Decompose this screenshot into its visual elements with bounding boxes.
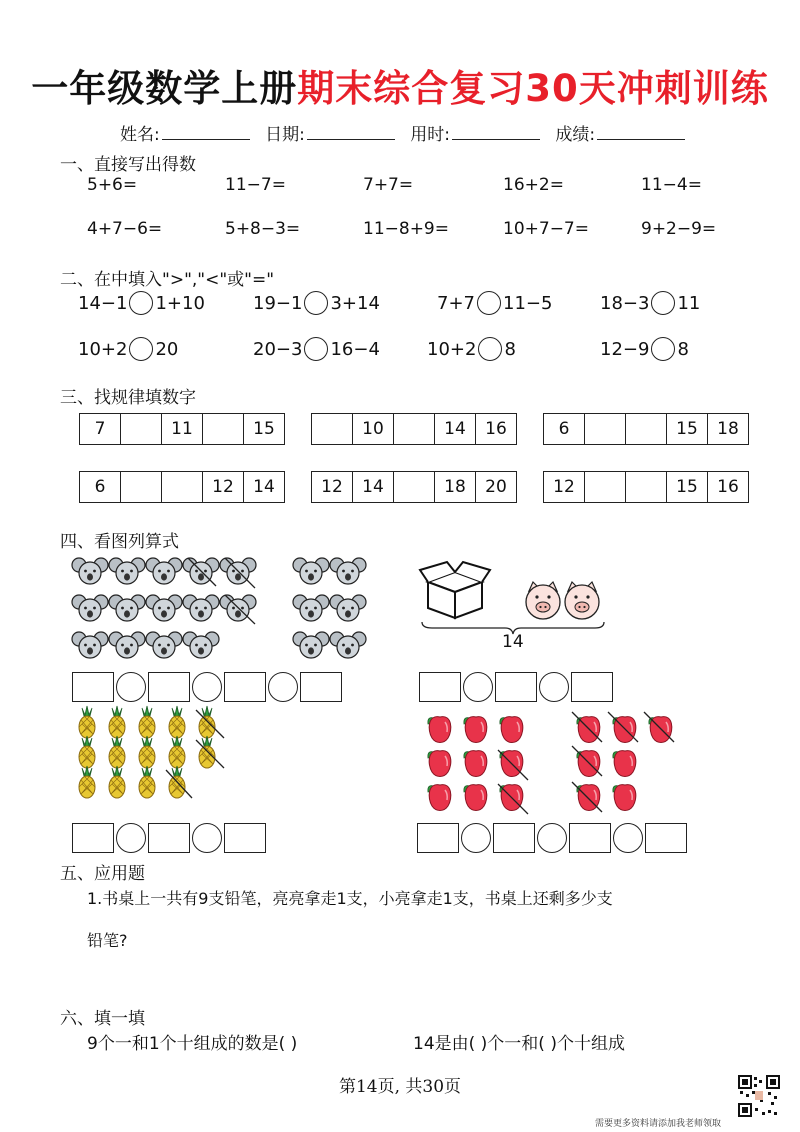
sequence-cell[interactable]	[161, 472, 202, 502]
compare-item: 20−3 16−4	[253, 338, 380, 360]
calc-item: 11−7=	[225, 175, 286, 195]
name-label: 姓名:	[120, 125, 160, 145]
sequence-cell[interactable]: 7	[94, 419, 106, 439]
score-blank[interactable]	[597, 125, 685, 140]
answer-box[interactable]	[72, 672, 114, 702]
compare-item: 10+2 20	[78, 338, 179, 360]
sequence-cell[interactable]: 16	[707, 472, 748, 502]
compare-circle[interactable]	[651, 337, 675, 361]
picture-problems	[0, 550, 800, 860]
calc-item: 4+7−6=	[87, 219, 163, 239]
operator-circle[interactable]	[539, 672, 569, 702]
calc-item: 16+2=	[503, 175, 564, 195]
sequence-cell[interactable]: 18	[707, 414, 748, 444]
gift-box-icon	[420, 562, 490, 618]
operator-circle[interactable]	[461, 823, 491, 853]
sequence-cell[interactable]	[120, 472, 161, 502]
page-title: 一年级数学上册期末综合复习30天冲刺训练	[31, 67, 769, 110]
answer-box[interactable]	[569, 823, 611, 853]
answer-box[interactable]	[72, 823, 114, 853]
sequence-cell[interactable]	[625, 414, 666, 444]
student-info-line	[120, 120, 695, 145]
pig-icon	[526, 582, 599, 619]
calc-item: 5+6=	[87, 175, 138, 195]
answer-box[interactable]	[417, 823, 459, 853]
section-1-heading: 一、直接写出得数	[60, 155, 196, 175]
date-blank[interactable]	[307, 125, 395, 140]
compare-circle[interactable]	[478, 337, 502, 361]
compare-item: 18−3 11	[600, 292, 701, 314]
score-label: 成绩:	[555, 125, 596, 145]
answer-box[interactable]	[148, 823, 190, 853]
compare-circle[interactable]	[477, 291, 501, 315]
sequence-cell[interactable]	[120, 414, 161, 444]
word-problem-line: 1.书桌上一共有9支铅笔，亮亮拿走1支，小亮拿走1支，书桌上还剩多少支	[87, 889, 613, 908]
compare-circle[interactable]	[651, 291, 675, 315]
time-label: 用时:	[410, 125, 451, 145]
sequence-cell[interactable]	[584, 472, 625, 502]
sequence-cell[interactable]: 12	[553, 477, 575, 497]
sequence-cell[interactable]	[625, 472, 666, 502]
answer-box[interactable]	[300, 672, 342, 702]
section-3-heading: 三、找规律填数字	[60, 388, 196, 408]
answer-box[interactable]	[571, 672, 613, 702]
answer-box[interactable]	[493, 823, 535, 853]
sequence-cell[interactable]: 12	[202, 472, 243, 502]
brace-total-label: 14	[502, 632, 524, 652]
equation-row	[72, 672, 342, 702]
sequence-cell[interactable]: 15	[666, 472, 707, 502]
pineapple-group	[79, 706, 224, 798]
sequence-cell[interactable]: 14	[434, 414, 475, 444]
compare-item: 19−1 3+14	[253, 292, 380, 314]
sequence-row	[79, 413, 285, 445]
calc-item: 9+2−9=	[641, 219, 717, 239]
operator-circle[interactable]	[268, 672, 298, 702]
apple-group-right	[572, 712, 674, 812]
answer-box[interactable]	[495, 672, 537, 702]
apple-group-left	[428, 717, 528, 814]
answer-box[interactable]	[224, 672, 266, 702]
sequence-cell[interactable]: 20	[475, 472, 516, 502]
operator-circle[interactable]	[613, 823, 643, 853]
sequence-cell[interactable]	[202, 414, 243, 444]
sequence-row	[311, 413, 517, 445]
koala-group-right	[293, 558, 366, 658]
equation-row	[419, 672, 613, 702]
answer-box[interactable]	[419, 672, 461, 702]
page-number: 第14页, 共30页	[338, 1077, 462, 1097]
compare-item: 14−1 1+10	[78, 292, 205, 314]
section-5-heading: 五、应用题	[60, 864, 145, 884]
fill-question: 9个一和1个十组成的数是( )	[87, 1034, 298, 1054]
compare-item: 12−9 8	[600, 338, 689, 360]
section-6-heading: 六、填一填	[60, 1009, 145, 1029]
sequence-cell[interactable]: 18	[434, 472, 475, 502]
sequence-row	[79, 471, 285, 503]
section-2-heading: 二、在中填入">","<"或"="	[60, 270, 275, 290]
sequence-row	[311, 471, 517, 503]
section-4-heading: 四、看图列算式	[60, 532, 179, 552]
date-label: 日期:	[265, 125, 305, 145]
sequence-cell[interactable]: 14	[243, 472, 284, 502]
operator-circle[interactable]	[192, 823, 222, 853]
sequence-cell[interactable]: 15	[243, 414, 284, 444]
answer-box[interactable]	[224, 823, 266, 853]
sequence-cell[interactable]	[393, 414, 434, 444]
sequence-row	[543, 471, 749, 503]
equation-row	[72, 823, 266, 853]
answer-box[interactable]	[148, 672, 190, 702]
sequence-cell[interactable]: 10	[352, 414, 393, 444]
fill-question: 14是由( )个一和( )个十组成	[413, 1034, 625, 1054]
compare-circle[interactable]	[129, 337, 153, 361]
equation-row	[417, 823, 687, 853]
operator-circle[interactable]	[537, 823, 567, 853]
sequence-cell[interactable]: 15	[666, 414, 707, 444]
time-blank[interactable]	[452, 125, 540, 140]
operator-circle[interactable]	[116, 672, 146, 702]
compare-item: 10+2 8	[427, 338, 516, 360]
compare-item: 7+7 11−5	[437, 292, 553, 314]
calc-item: 7+7=	[363, 175, 414, 195]
calc-item: 11−8+9=	[363, 219, 449, 239]
calc-item: 11−4=	[641, 175, 702, 195]
compare-circle[interactable]	[304, 291, 328, 315]
sequence-cell[interactable]: 11	[161, 414, 202, 444]
sequence-cell[interactable]: 14	[352, 472, 393, 502]
sequence-cell[interactable]	[312, 414, 352, 444]
compare-circle[interactable]	[304, 337, 328, 361]
sequence-cell[interactable]: 6	[94, 477, 106, 497]
operator-circle[interactable]	[116, 823, 146, 853]
qr-note: 需要更多资料请添加我老师领取	[595, 1119, 722, 1129]
sequence-cell[interactable]: 6	[558, 419, 570, 439]
sequence-cell[interactable]	[584, 414, 625, 444]
sequence-cell[interactable]	[393, 472, 434, 502]
word-problem-line: 铅笔?	[87, 931, 128, 950]
sequence-cell[interactable]: 12	[321, 477, 343, 497]
qr-code-icon	[738, 1075, 780, 1117]
calc-item: 5+8−3=	[225, 219, 301, 239]
name-blank[interactable]	[162, 125, 250, 140]
sequence-row	[543, 413, 749, 445]
koala-group-left	[72, 558, 256, 658]
operator-circle[interactable]	[192, 672, 222, 702]
sequence-cell[interactable]: 16	[475, 414, 516, 444]
answer-box[interactable]	[645, 823, 687, 853]
calc-item: 10+7−7=	[503, 219, 589, 239]
operator-circle[interactable]	[463, 672, 493, 702]
compare-circle[interactable]	[129, 291, 153, 315]
